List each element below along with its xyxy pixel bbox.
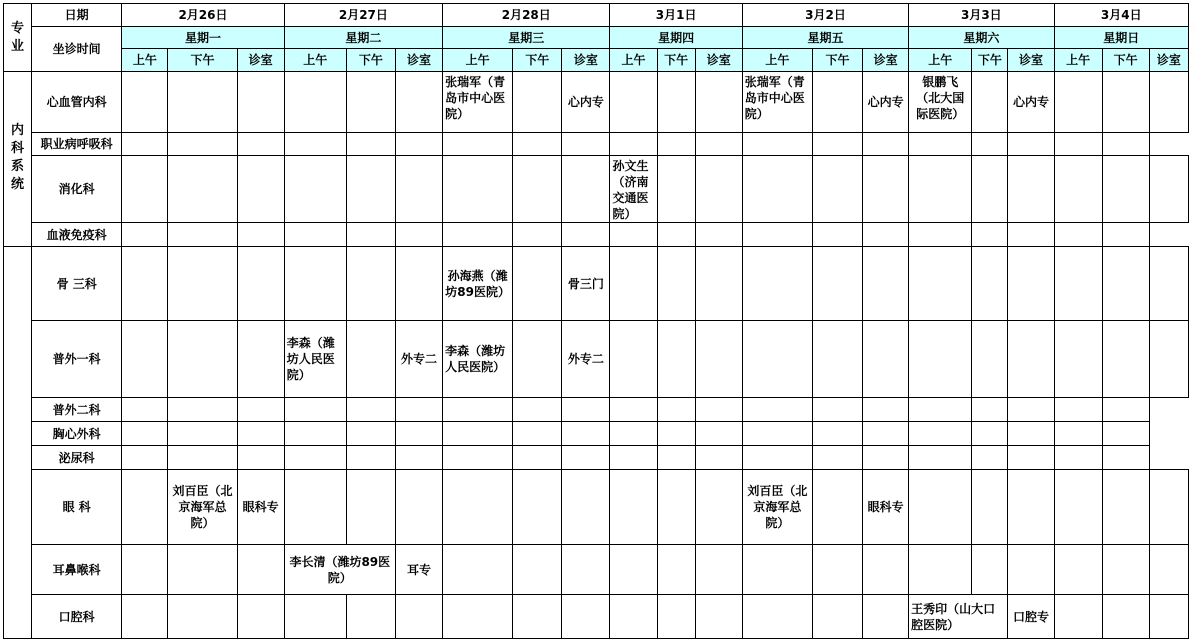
- doctor-cell: 刘百臣（北京海军总院）: [168, 470, 237, 545]
- doctor-cell: 李森（潍坊人民医院）: [443, 321, 513, 398]
- slot-room: 诊室: [395, 49, 442, 72]
- weekday-thu: 星期四: [610, 27, 742, 49]
- date-header-thu: 3月1日: [610, 4, 742, 27]
- row-label-gen2: 普外二科: [32, 398, 122, 422]
- date-header-sun: 3月4日: [1054, 4, 1188, 27]
- room-cell: 骨三门: [562, 247, 610, 321]
- row-label-ortho: 骨 三科: [32, 247, 122, 321]
- slot-pm: 下午: [657, 49, 695, 72]
- room-cell: 眼科专: [863, 470, 909, 545]
- table-row: [4, 398, 1189, 422]
- slot-am: 上午: [1054, 49, 1102, 72]
- room-cell: 外专二: [395, 321, 442, 398]
- row-label-digest: 消化科: [32, 156, 122, 223]
- date-header-mon: 2月26日: [122, 4, 284, 27]
- slot-room: 诊室: [562, 49, 610, 72]
- table-row: [4, 133, 1189, 156]
- doctor-cell: 李长清（潍坊89医院）: [284, 545, 395, 595]
- slot-room: 诊室: [1008, 49, 1054, 72]
- slot-pm: 下午: [812, 49, 862, 72]
- slot-am: 上午: [122, 49, 168, 72]
- weekday-sat: 星期六: [909, 27, 1054, 49]
- slot-room: 诊室: [1149, 49, 1188, 72]
- slot-header-row: [4, 49, 1189, 72]
- date-header-fri: 3月2日: [742, 4, 908, 27]
- slot-room: 诊室: [863, 49, 909, 72]
- table-row: [4, 446, 1189, 470]
- row-label-gen1: 普外一科: [32, 321, 122, 398]
- row-label-eye: 眼 科: [32, 470, 122, 545]
- slot-am: 上午: [610, 49, 657, 72]
- slot-am: 上午: [443, 49, 513, 72]
- doctor-cell: 孙文生（济南交通医院）: [610, 156, 657, 223]
- slot-pm: 下午: [168, 49, 237, 72]
- row-label-oral: 口腔科: [32, 595, 122, 639]
- spec-header: 专业: [4, 4, 32, 72]
- date-header-sat: 3月3日: [909, 4, 1054, 27]
- table-row: [4, 156, 1189, 223]
- table-row: [4, 470, 1189, 545]
- weekday-mon: 星期一: [122, 27, 284, 49]
- slot-room: 诊室: [237, 49, 284, 72]
- doctor-cell: 王秀印（山大口腔医院）: [909, 595, 1008, 639]
- slot-pm: 下午: [972, 49, 1008, 72]
- slot-pm: 下午: [513, 49, 562, 72]
- slot-am: 上午: [909, 49, 972, 72]
- slot-pm: 下午: [346, 49, 395, 72]
- doctor-cell: 李森（潍坊人民医院）: [284, 321, 346, 398]
- table-row: [4, 72, 1189, 133]
- row-label-blood: 血液免疫科: [32, 223, 122, 247]
- date-header-wed: 2月28日: [443, 4, 610, 27]
- weekday-fri: 星期五: [742, 27, 908, 49]
- group-surgical: [4, 247, 32, 639]
- weekday-tue: 星期二: [284, 27, 442, 49]
- weekday-sun: 星期日: [1054, 27, 1188, 49]
- row-label-occup: 职业病呼吸科: [32, 133, 122, 156]
- row-label-chest: 胸心外科: [32, 422, 122, 446]
- room-cell: 心内专: [1008, 72, 1054, 133]
- row-label-uro: 泌尿科: [32, 446, 122, 470]
- table-row: [4, 321, 1189, 398]
- room-cell: 耳专: [395, 545, 442, 595]
- doctor-cell: 银鹏飞（北大国际医院）: [909, 72, 972, 133]
- table-row: [4, 545, 1189, 595]
- slot-pm: 下午: [1102, 49, 1149, 72]
- table-row: [4, 247, 1189, 321]
- room-cell: 心内专: [863, 72, 909, 133]
- date-header-tue: 2月27日: [284, 4, 442, 27]
- time-label: 坐诊时间: [32, 27, 122, 72]
- table-row: [4, 223, 1189, 247]
- room-cell: 外专二: [562, 321, 610, 398]
- table-row: [4, 422, 1189, 446]
- doctor-cell: 张瑞军（青岛市中心医院）: [443, 72, 513, 133]
- row-label-cardio: 心血管内科: [32, 72, 122, 133]
- schedule-table: [3, 3, 1189, 639]
- group-internal: 内科系统: [4, 72, 32, 247]
- date-label: 日期: [32, 4, 122, 27]
- doctor-cell: 孙海燕（潍坊89医院）: [443, 247, 513, 321]
- room-cell: 眼科专: [237, 470, 284, 545]
- room-cell: 心内专: [562, 72, 610, 133]
- doctor-cell: 刘百臣（北京海军总院）: [742, 470, 812, 545]
- room-cell: 口腔专: [1008, 595, 1054, 639]
- slot-am: 上午: [284, 49, 346, 72]
- slot-room: 诊室: [695, 49, 742, 72]
- weekday-wed: 星期三: [443, 27, 610, 49]
- slot-am: 上午: [742, 49, 812, 72]
- doctor-cell: 张瑞军（青岛市中心医院）: [742, 72, 812, 133]
- table-row: [4, 595, 1189, 639]
- row-label-ent: 耳鼻喉科: [32, 545, 122, 595]
